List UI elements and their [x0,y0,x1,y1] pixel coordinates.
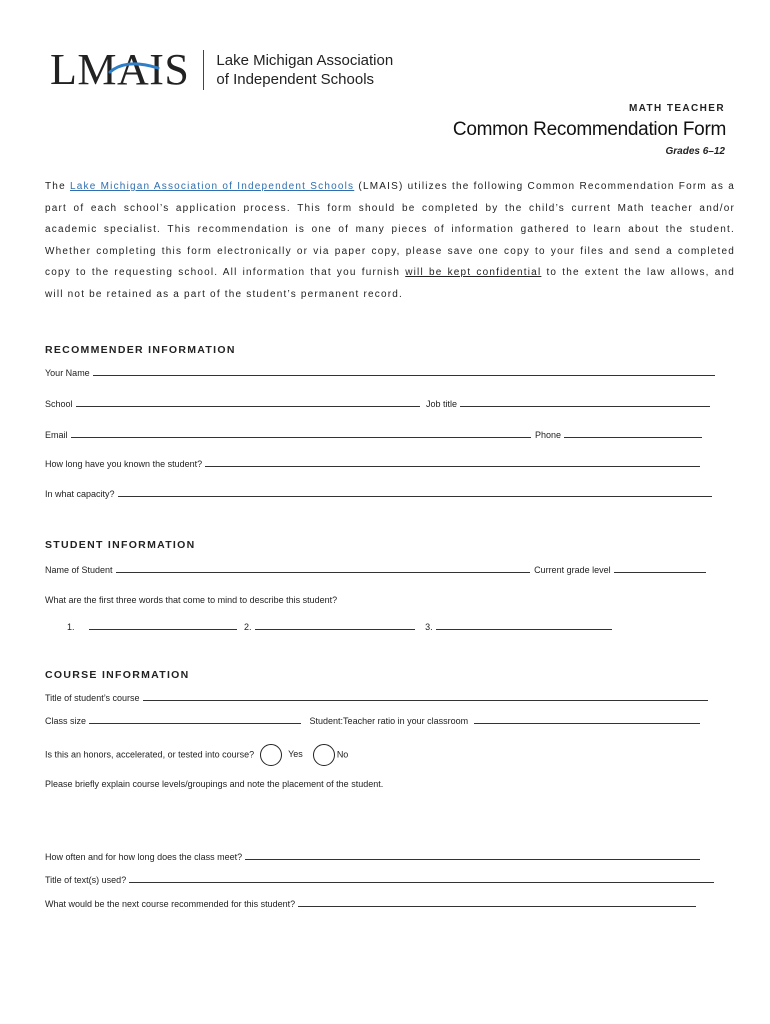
email-label: Email [45,430,68,440]
doc-kicker: MATH TEACHER [628,103,725,114]
how-long-label: How long have you known the student? [45,459,203,469]
school-label: School [45,399,73,409]
intro-text-1: The [45,181,70,192]
word-1-input[interactable] [89,620,237,630]
lmais-link[interactable]: Lake Michigan Association of Independent Schools [70,181,355,192]
next-course-field [45,897,696,909]
job-title-label: Job title [426,399,458,409]
capacity-field [45,487,712,499]
word-3-input[interactable] [436,620,612,630]
logo-mark [50,45,190,94]
student-name-field [45,563,706,575]
capacity-label: In what capacity? [45,489,115,499]
your-name-input[interactable] [93,366,715,376]
intro-text-3: to the extent the law allows, and will not be retained as a part of the student’s permanent record. [45,267,735,300]
your-name-label: Your Name [45,368,90,378]
course-title-label: Title of student’s course [45,693,140,703]
word-2-input[interactable] [255,620,415,630]
yes-radio[interactable] [260,744,282,766]
honors-field [45,744,348,766]
phone-input[interactable] [564,428,702,438]
course-title-input[interactable] [143,691,708,701]
how-long-input[interactable] [205,457,700,467]
word-1-label: 1. [67,622,75,632]
texts-field [45,873,714,885]
intro-text-2: (LMAIS) utilizes the following Common Recommendation Form as a part of each school’s application process. This form should be completed by the child’s current Math teacher and/or academic specialist. This recommendation is one of many pieces of information gathered to learn about the student. Whether completing this form electronically or via paper copy, please save one copy to your files and send a completed copy to the requesting school. All information that you furnish [45,181,735,278]
course-section-title: COURSE INFORMATION [45,669,190,681]
logo-mark-text: LMAIS [50,45,190,94]
job-title-input[interactable] [460,397,710,407]
no-label: No [336,749,349,760]
student-name-input[interactable] [116,563,530,573]
word-3-label: 3. [425,622,433,632]
intro-confidential: will be kept confidential [405,267,542,278]
texts-label: Title of text(s) used? [45,875,127,885]
class-size-input[interactable] [89,714,301,724]
student-name-label: Name of Student [45,565,113,575]
logo-line-2: of Independent Schools [216,71,375,88]
no-radio[interactable] [313,744,335,766]
doc-grades: Grades 6–12 [665,146,725,157]
ratio-label: Student:Teacher ratio in your classroom [309,716,469,726]
three-words-answers [67,620,612,632]
how-often-input[interactable] [245,850,700,860]
school-field [45,397,710,409]
class-size-label: Class size [45,716,87,726]
next-course-label: What would be the next course recommended for this student? [45,899,296,909]
doc-title: Common Recommendation Form [452,119,726,140]
ratio-input[interactable] [474,714,700,724]
honors-question: Is this an honors, accelerated, or tested into course? [45,749,255,760]
student-section-title: STUDENT INFORMATION [45,539,196,551]
explain-prompt: Please briefly explain course levels/groupings and note the placement of the student. [45,779,384,789]
recommender-section-title: RECOMMENDER INFORMATION [45,344,236,356]
lmais-logo [50,45,394,94]
word-2-label: 2. [244,622,252,632]
three-words-question: What are the first three words that come to mind to describe this student? [45,595,338,605]
logo-org-name [216,51,393,89]
school-input[interactable] [76,397,420,407]
your-name-field [45,366,715,378]
course-title-field [45,691,708,703]
class-size-field [45,714,700,726]
logo-divider [203,50,204,90]
email-field [45,428,702,440]
intro-paragraph [45,176,735,305]
logo-line-1: Lake Michigan Association [216,52,394,69]
texts-input[interactable] [129,873,714,883]
logo-swoosh-icon [108,60,160,76]
next-course-input[interactable] [298,897,696,907]
email-input[interactable] [71,428,531,438]
grade-level-label: Current grade level [534,565,611,575]
grade-level-input[interactable] [614,563,706,573]
how-often-label: How often and for how long does the class meet? [45,852,243,862]
yes-label: Yes [288,749,303,760]
how-often-field [45,850,700,862]
phone-label: Phone [535,430,562,440]
how-long-field [45,457,700,469]
capacity-input[interactable] [118,487,712,497]
